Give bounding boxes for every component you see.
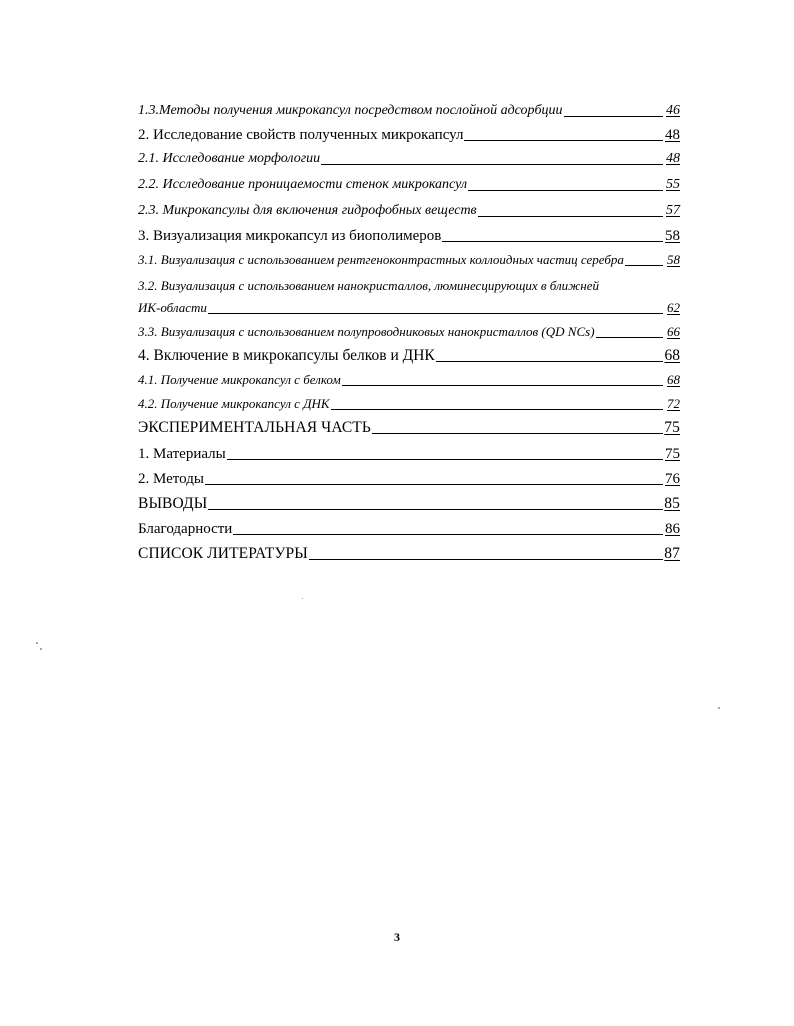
toc-entry-title: 4. Включение в микрокапсулы белков и ДНК	[138, 347, 435, 364]
toc-leader-line	[309, 558, 663, 560]
toc-entry	[138, 371, 680, 395]
toc-entry	[138, 150, 680, 176]
toc-entry	[138, 323, 680, 347]
toc-entry-title: ВЫВОДЫ	[138, 495, 208, 512]
toc-entry-title: 4.1. Получение микрокапсул с белком	[138, 372, 341, 387]
toc-entry-page: 75	[664, 419, 680, 436]
scan-speck	[718, 707, 720, 709]
toc-entry-page: 62	[667, 300, 680, 315]
toc-entry-page: 58	[667, 252, 680, 267]
toc-entry	[138, 445, 680, 470]
toc-entry-title-line1: 3.2. Визуализация с использованием нанокристаллов, люминесцирующих в ближней	[138, 278, 599, 293]
toc-entry-page: 76	[665, 471, 680, 487]
toc-entry-title: 1.3.Методы получения микрокапсул посредством послойной адсорбции	[138, 103, 563, 118]
toc-entry	[138, 520, 680, 545]
toc-entry-page: 87	[664, 545, 680, 562]
toc-entry-page: 86	[665, 521, 680, 537]
toc-entry-title: ЭКСПЕРИМЕНТАЛЬНАЯ ЧАСТЬ	[138, 419, 371, 436]
toc-leader-line	[208, 312, 663, 314]
toc-entry-page: 72	[667, 396, 680, 411]
toc-entry-page: 48	[666, 151, 680, 166]
toc-entry-page: 46	[666, 103, 680, 118]
toc-leader-line	[564, 115, 663, 117]
scan-speck	[40, 648, 42, 650]
toc-entry-title: 3. Визуализация микрокапсул из биополимеров	[138, 228, 442, 244]
toc-entry-page: 57	[666, 203, 680, 218]
toc-entry-title: Благодарности	[138, 521, 233, 537]
toc-entry	[138, 227, 680, 251]
toc-leader-line	[331, 408, 664, 410]
toc-entry-title: 3.3. Визуализация с использованием полупроводниковых нанокристаллов (QD NCs)	[138, 324, 595, 339]
toc-leader-line	[342, 384, 663, 386]
toc-entry-page: 75	[665, 446, 680, 462]
scan-speck	[302, 598, 303, 599]
toc-leader-line	[227, 458, 663, 460]
toc-entry	[138, 419, 680, 445]
toc-leader-line	[625, 264, 663, 266]
toc-leader-line	[468, 189, 663, 191]
toc-entry-page: 48	[665, 127, 680, 143]
toc-entry	[138, 347, 680, 371]
toc-entry-title: 1. Материалы	[138, 446, 226, 462]
toc-entry-page: 68	[667, 372, 680, 387]
toc-leader-line	[321, 163, 663, 165]
toc-leader-line	[596, 336, 663, 338]
table-of-contents	[138, 102, 680, 570]
toc-entry	[138, 470, 680, 495]
toc-entry-title: 2.3. Микрокапсулы для включения гидрофобных веществ	[138, 203, 477, 218]
toc-entry	[138, 495, 680, 520]
toc-entry	[138, 176, 680, 202]
toc-entry-title: 2.2. Исследование проницаемости стенок микрокапсул	[138, 177, 468, 192]
toc-leader-line	[478, 215, 663, 217]
toc-leader-line	[464, 139, 663, 141]
toc-entry-title: 2.1. Исследование морфологии	[138, 151, 321, 166]
toc-entry-title: 2. Исследование свойств полученных микрокапсул	[138, 127, 464, 143]
toc-entry-page: 66	[667, 324, 680, 339]
page-number: 3	[394, 930, 400, 944]
toc-entry-page: 55	[666, 177, 680, 192]
toc-leader-line	[442, 240, 663, 242]
toc-entry-page: 58	[665, 228, 680, 244]
toc-entry	[138, 395, 680, 419]
toc-entry	[138, 545, 680, 570]
toc-entry-title: СПИСОК ЛИТЕРАТУРЫ	[138, 545, 308, 562]
toc-leader-line	[233, 533, 663, 535]
toc-entry-title: ИК-области	[138, 300, 207, 315]
toc-entry-title: 3.1. Визуализация с использованием рентгеноконтрастных коллоидных частиц серебра	[138, 252, 624, 267]
toc-leader-line	[208, 508, 663, 510]
toc-entry	[138, 202, 680, 227]
toc-leader-line	[436, 360, 663, 362]
scan-speck	[36, 642, 38, 644]
toc-entry	[138, 102, 680, 126]
toc-entry-title: 2. Методы	[138, 471, 204, 487]
toc-entry-page: 85	[664, 495, 680, 512]
toc-entry	[138, 126, 680, 150]
toc-entry-title: 4.2. Получение микрокапсул с ДНК	[138, 396, 330, 411]
toc-entry	[138, 251, 680, 275]
toc-leader-line	[372, 432, 663, 434]
toc-leader-line	[205, 483, 663, 485]
toc-entry	[138, 275, 680, 323]
toc-entry-page: 68	[664, 347, 680, 364]
